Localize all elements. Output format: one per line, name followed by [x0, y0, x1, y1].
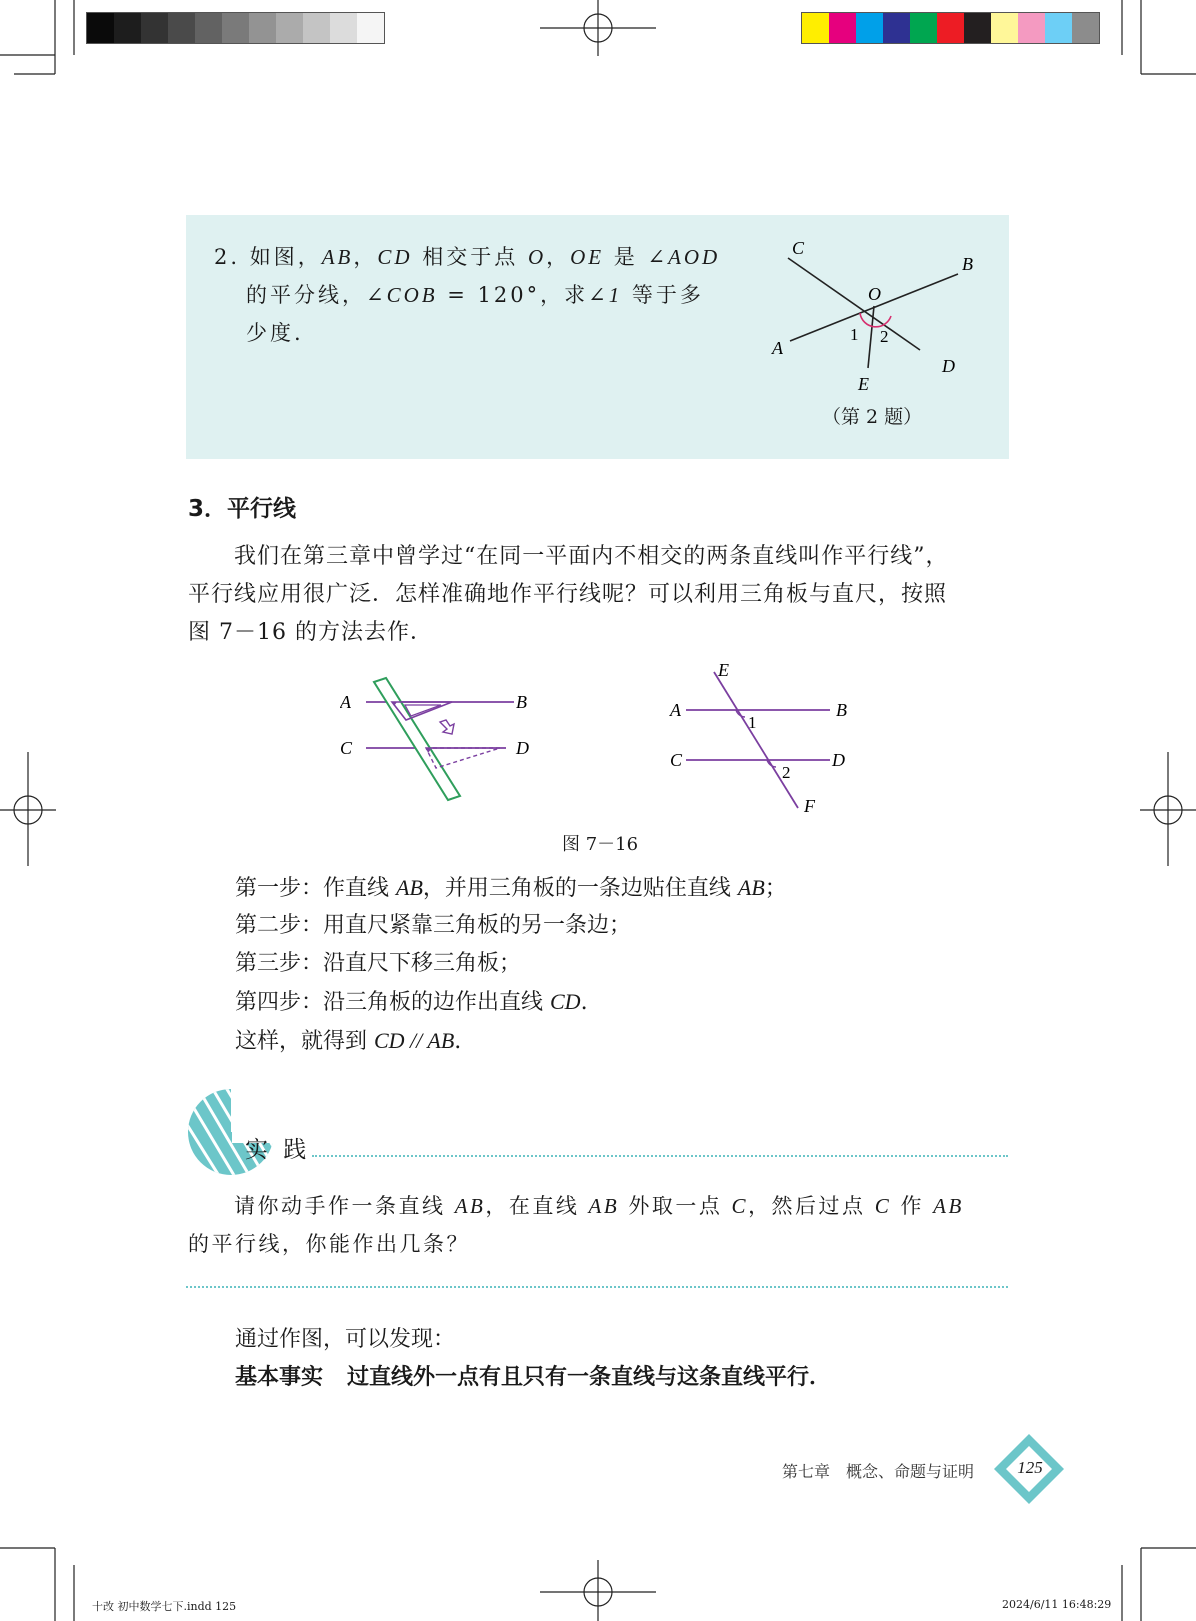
text: 是: [604, 245, 648, 269]
math-oe: OE: [570, 245, 605, 269]
text: 第一步：作直线: [235, 876, 396, 901]
math-cd: CD: [550, 989, 581, 1014]
practice-title: 实 践: [245, 1137, 311, 1163]
text: 如图，: [249, 245, 322, 269]
label-1: 1: [850, 325, 859, 344]
section-paragraph: [188, 538, 1010, 652]
label-f-right: F: [804, 796, 815, 816]
label-2: 2: [880, 327, 889, 346]
label-a-right: A: [670, 700, 681, 720]
math-cd-parallel-ab: CD // AB: [374, 1028, 455, 1053]
conclusion-lead: 通过作图，可以发现：: [235, 1327, 456, 1352]
math-angle-cob: ∠COB: [366, 283, 438, 307]
text: = 120°，求: [437, 283, 589, 307]
text: ；: [764, 876, 787, 901]
label-e-right: E: [718, 660, 729, 680]
math-cd: CD: [377, 245, 413, 269]
text: .: [454, 1029, 462, 1054]
label-a: A: [772, 338, 783, 358]
label-d-left: D: [516, 738, 529, 758]
text: 的平分线，: [246, 283, 366, 307]
text: 相交于点: [412, 245, 528, 269]
text: 作: [891, 1194, 934, 1218]
label-2-right: 2: [782, 763, 791, 782]
step-2: 第二步：用直尺紧靠三角板的另一条边；: [235, 913, 632, 938]
exercise-number: 2.: [214, 245, 241, 269]
page-number: 125: [1017, 1458, 1043, 1477]
basic-fact-label: 基本事实: [235, 1365, 324, 1390]
transversal-diagram: [669, 660, 847, 816]
text: ，在直线: [485, 1194, 589, 1218]
math-c: C: [874, 1194, 892, 1218]
math-ab: AB: [454, 1194, 486, 1218]
practice-line-2: 的平行线，你能作出几条？: [188, 1232, 470, 1256]
text: 等于多少度.: [246, 283, 704, 345]
ruler: [374, 678, 460, 800]
print-timestamp: 2024/6/11 16:48:29: [1002, 1598, 1112, 1611]
math-c: C: [731, 1194, 749, 1218]
text: ，: [353, 245, 378, 269]
practice-divider-bottom: [186, 1286, 1008, 1288]
text: .: [580, 990, 588, 1015]
line-ef: [714, 672, 798, 808]
figure-7-16: [340, 660, 880, 835]
text: ，然后过点: [748, 1194, 875, 1218]
step-1: [235, 873, 787, 904]
section-heading: 3．平行线: [188, 496, 297, 522]
math-ab: AB: [321, 245, 354, 269]
text: 请你动手作一条直线: [234, 1194, 455, 1218]
practice-line-1: [188, 1187, 1010, 1225]
step-conclusion: [235, 1026, 461, 1057]
text: 外取一点: [619, 1194, 732, 1218]
ruler-and-triangle-diagram: [340, 678, 529, 800]
exercise-2-text: [214, 238, 724, 352]
label-1-right: 1: [748, 713, 757, 732]
para-line-3: 图 7－16 的方法去作．: [188, 620, 433, 645]
text: 这样，就得到: [235, 1029, 374, 1054]
math-ab: AB: [933, 1194, 964, 1218]
label-c: C: [792, 238, 805, 258]
practice-text: [188, 1187, 1010, 1263]
basic-fact: [235, 1360, 831, 1391]
label-b-left: B: [516, 692, 527, 712]
file-slug: 十改 初中数学七下.indd 125: [92, 1600, 237, 1613]
math-ab: AB: [737, 875, 765, 900]
step-4: [235, 987, 588, 1018]
para-line-2: 平行线应用很广泛．怎样准确地作平行线呢？可以利用三角板与直尺，按照: [188, 582, 948, 607]
label-e: E: [858, 374, 869, 394]
label-d-right: D: [832, 750, 845, 770]
chapter-running-footer: 第七章 概念、命题与证明: [782, 1462, 975, 1481]
text: ，并用三角板的一条边贴住直线: [422, 876, 738, 901]
math-angle-aod: ∠AOD: [647, 245, 721, 269]
label-b-right: B: [836, 700, 847, 720]
exercise-2-caption: （第 2 题）: [822, 406, 923, 428]
math-ab: AB: [588, 1194, 620, 1218]
label-o: O: [868, 284, 881, 304]
label-c-left: C: [340, 738, 353, 758]
math-angle-1: ∠1: [588, 283, 623, 307]
practice-divider-top: [312, 1155, 1008, 1157]
exercise-2-figure: [760, 236, 1000, 396]
text: 第四步：沿三角板的边作出直线: [235, 990, 550, 1015]
exercise-2-line1: [214, 238, 724, 276]
figure-caption: 图 7－16: [562, 834, 639, 855]
math-ab: AB: [396, 875, 423, 900]
label-d: D: [942, 356, 955, 376]
basic-fact-text: 过直线外一点有且只有一条直线与这条直线平行．: [347, 1365, 832, 1390]
math-o: O: [527, 245, 547, 269]
label-c-right: C: [670, 750, 683, 770]
move-arrow: [440, 720, 454, 734]
exercise-2-line2: [214, 276, 724, 352]
label-b: B: [962, 254, 973, 274]
label-a-left: A: [340, 692, 351, 712]
text: ，: [546, 245, 571, 269]
para-line-1: 我们在第三章中曾学过“在同一平面内不相交的两条直线叫作平行线”，: [234, 544, 949, 569]
step-3: 第三步：沿直尺下移三角板；: [235, 951, 522, 976]
